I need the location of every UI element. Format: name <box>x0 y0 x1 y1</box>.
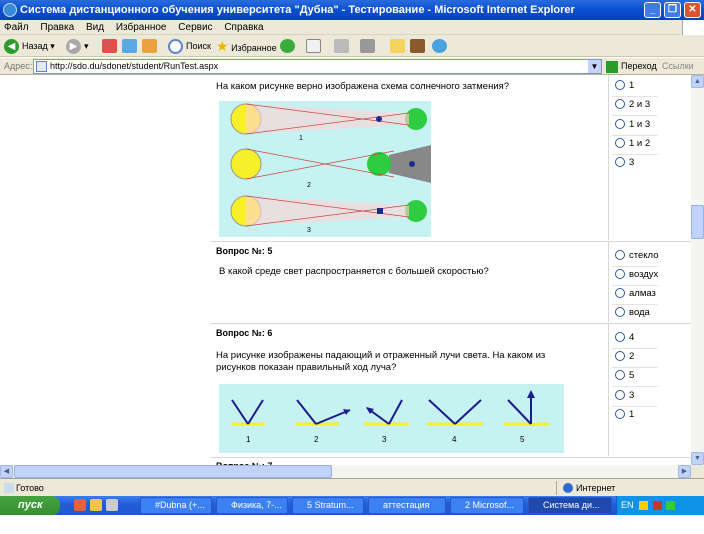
sun-2 <box>231 149 261 179</box>
messenger-icon[interactable] <box>432 39 447 53</box>
question-separator <box>211 323 691 324</box>
radio-icon[interactable] <box>615 250 625 260</box>
task-stratum[interactable] <box>292 497 364 514</box>
figure-label-4: 4 <box>452 435 457 444</box>
q5-option-3[interactable] <box>615 288 656 299</box>
q4-figure <box>219 101 431 237</box>
q6-option-2[interactable] <box>615 351 634 362</box>
earth-2 <box>409 161 415 167</box>
start-label: пуск <box>18 499 43 511</box>
address-input[interactable] <box>33 59 602 74</box>
home-icon[interactable] <box>142 39 157 53</box>
minimize-button[interactable]: _ <box>644 2 661 18</box>
horizontal-scroll-thumb[interactable] <box>14 465 332 478</box>
q6-figure <box>219 384 564 453</box>
forward-button[interactable]: ▶ ▾ <box>66 38 89 54</box>
toolbar <box>0 35 704 57</box>
menu-file[interactable]: Файл <box>4 22 29 33</box>
task-physics[interactable] <box>216 497 288 514</box>
page-done-icon <box>4 483 14 493</box>
status-bar <box>0 478 704 496</box>
option-separator <box>612 154 658 155</box>
option-separator <box>612 304 658 305</box>
edit-icon[interactable] <box>360 39 375 53</box>
tray-icon-3[interactable] <box>666 501 675 510</box>
back-label: Назад <box>22 41 48 51</box>
forward-arrow-icon: ▶ <box>66 39 81 54</box>
q5-option-1[interactable] <box>615 250 658 261</box>
task-attestation[interactable] <box>368 497 446 514</box>
scroll-up-icon[interactable]: ▲ <box>691 75 704 88</box>
option-label: 1 и 2 <box>629 138 651 149</box>
radio-icon[interactable] <box>615 409 625 419</box>
address-url: http://sdo.du/sdonet/student/RunTest.aspx <box>50 61 219 71</box>
figure-label-1: 1 <box>246 435 251 444</box>
q4-option-4[interactable] <box>615 138 650 149</box>
option-label: 1 <box>629 409 635 420</box>
option-label: 1 <box>629 80 635 91</box>
search-button[interactable] <box>168 38 211 54</box>
menu-help[interactable]: Справка <box>224 22 264 33</box>
q6-text: На рисунке изображены падающий и отраженный лучи света. На каком из рисунков показан правильный ход луча? <box>216 350 546 373</box>
option-separator <box>612 115 658 116</box>
task-label: аттестация <box>383 500 430 510</box>
vertical-scroll-thumb[interactable] <box>691 205 704 239</box>
option-label: воздух <box>629 269 659 280</box>
menu-favorites[interactable]: Избранное <box>115 22 167 33</box>
print-icon[interactable] <box>334 39 349 53</box>
scroll-left-icon[interactable]: ◀ <box>0 465 13 478</box>
task-label: #Dubna (+... <box>155 500 205 510</box>
radio-icon[interactable] <box>615 288 625 298</box>
task-dubna[interactable] <box>140 497 212 514</box>
close-button[interactable]: ✕ <box>684 2 701 18</box>
option-separator <box>612 135 658 136</box>
option-separator <box>612 285 658 286</box>
mail-icon[interactable] <box>306 39 321 53</box>
address-bar <box>0 58 704 75</box>
menu-edit[interactable]: Правка <box>40 22 75 33</box>
q6-option-1[interactable] <box>615 332 634 343</box>
options-divider-q6 <box>608 324 609 456</box>
research-icon[interactable] <box>410 39 425 53</box>
radio-icon[interactable] <box>615 157 625 167</box>
q6-option-3[interactable] <box>615 370 634 381</box>
scroll-down-icon[interactable]: ▼ <box>691 452 704 465</box>
radio-icon[interactable] <box>615 332 625 342</box>
radio-icon[interactable] <box>615 138 625 148</box>
links-button[interactable]: Ссылки <box>662 61 694 71</box>
option-separator <box>612 266 658 267</box>
search-label: Поиск <box>186 41 211 51</box>
q4-text: На каком рисунке верно изображена схема солнечного затмения? <box>216 81 510 92</box>
quicklaunch-icon-3[interactable] <box>106 499 118 511</box>
language-indicator[interactable]: EN <box>621 500 634 510</box>
address-dropdown-icon[interactable]: ▼ <box>588 60 601 73</box>
figure-label-5: 5 <box>520 435 525 444</box>
option-label: алмаз <box>629 288 656 299</box>
tray-icon-2[interactable] <box>653 501 662 510</box>
option-label: 4 <box>629 332 635 343</box>
windows-logo-icon <box>682 20 704 35</box>
option-label: 1 и 3 <box>629 119 651 130</box>
zone-text: Интернет <box>576 483 616 493</box>
stop-icon[interactable] <box>102 39 117 53</box>
scrollbar-corner <box>691 465 704 478</box>
system-tray <box>616 496 704 529</box>
option-label: стекло <box>629 250 659 261</box>
moon-3 <box>377 208 383 214</box>
menu-bar <box>0 20 704 35</box>
address-label: Адрес: <box>4 61 33 71</box>
task-microsoft[interactable] <box>450 497 524 514</box>
q4-option-5[interactable] <box>615 157 634 168</box>
figure-label-3: 3 <box>382 435 387 444</box>
scroll-right-icon[interactable]: ▶ <box>678 465 691 478</box>
maximize-button[interactable]: ❐ <box>664 2 681 18</box>
media-icon[interactable] <box>280 39 295 53</box>
q6-option-5[interactable] <box>615 409 634 420</box>
globe-icon <box>563 483 573 493</box>
task-label: Система ди... <box>543 500 600 510</box>
figure-label-2: 2 <box>314 435 319 444</box>
option-label: вода <box>629 307 650 318</box>
figure-label-1: 1 <box>299 135 303 142</box>
figure-label-3: 3 <box>307 227 311 234</box>
taskbar <box>0 496 704 529</box>
tray-icon-1[interactable] <box>639 501 648 510</box>
star-icon: ★ <box>216 38 229 54</box>
go-label: Переход <box>621 61 657 71</box>
option-label: 3 <box>629 390 635 401</box>
option-label: 2 <box>629 351 635 362</box>
ie-logo-icon <box>3 3 17 17</box>
start-button[interactable] <box>0 496 60 515</box>
question-separator <box>211 241 691 242</box>
option-separator <box>612 367 658 368</box>
favorites-button[interactable] <box>216 38 277 54</box>
back-arrow-icon: ◀ <box>4 39 19 54</box>
status-divider <box>556 481 557 495</box>
figure-label-2: 2 <box>307 182 311 189</box>
option-separator <box>612 386 658 387</box>
option-separator <box>612 348 658 349</box>
radio-icon[interactable] <box>615 351 625 361</box>
window-title: Система дистанционного обучения университета "Дубна" - Тестирование - Microsoft Internet Explorer <box>20 4 575 16</box>
moon-1 <box>376 116 382 122</box>
clock: 22:46 <box>625 519 648 529</box>
q4-option-3[interactable] <box>615 119 650 130</box>
page-icon <box>36 61 47 72</box>
q4-option-2[interactable] <box>615 99 650 110</box>
status-text: Готово <box>16 483 44 493</box>
q6-option-4[interactable] <box>615 390 634 401</box>
radio-icon[interactable] <box>615 119 625 129</box>
option-label: 3 <box>629 157 635 168</box>
page-content <box>0 75 691 465</box>
options-divider-q5 <box>608 242 609 322</box>
radio-icon[interactable] <box>615 307 625 317</box>
back-button[interactable]: ◀ Назад ▾ <box>4 38 55 54</box>
q4-option-1[interactable] <box>615 80 634 91</box>
vertical-scrollbar[interactable] <box>691 75 704 465</box>
menu-tools[interactable]: Сервис <box>178 22 213 33</box>
q5-option-4[interactable] <box>615 307 650 318</box>
q5-text: В какой среде свет распространяется с большей скоростью? <box>219 266 489 277</box>
radio-icon[interactable] <box>615 370 625 380</box>
menu-view[interactable]: Вид <box>85 22 105 33</box>
search-icon <box>168 39 183 54</box>
horizontal-scrollbar[interactable] <box>0 465 691 478</box>
radio-icon[interactable] <box>615 80 625 90</box>
quicklaunch-icon-2[interactable] <box>90 499 102 511</box>
go-button[interactable] <box>606 59 657 73</box>
radio-icon[interactable] <box>615 390 625 400</box>
window-titlebar <box>0 0 704 20</box>
radio-icon[interactable] <box>615 99 625 109</box>
quicklaunch-icon-1[interactable] <box>74 499 86 511</box>
folder-icon[interactable] <box>390 39 405 53</box>
task-label: 2 Microsof... <box>465 500 515 510</box>
radio-icon[interactable] <box>615 269 625 279</box>
favorites-label: Избранное <box>231 43 277 53</box>
refresh-icon[interactable] <box>122 39 137 53</box>
option-separator <box>612 406 658 407</box>
go-arrow-icon <box>606 61 618 73</box>
task-label: 5 Stratum... <box>307 500 354 510</box>
task-system-active[interactable] <box>528 497 612 514</box>
options-divider-q4 <box>608 75 609 240</box>
option-label: 5 <box>629 370 635 381</box>
option-separator <box>612 96 658 97</box>
question-separator <box>211 457 691 458</box>
q6-title: Вопрос №: 6 <box>216 328 273 338</box>
option-label: 2 и 3 <box>629 99 651 110</box>
task-label: Физика, 7-... <box>231 500 282 510</box>
q5-title: Вопрос №: 5 <box>216 246 273 256</box>
q5-option-2[interactable] <box>615 269 658 280</box>
